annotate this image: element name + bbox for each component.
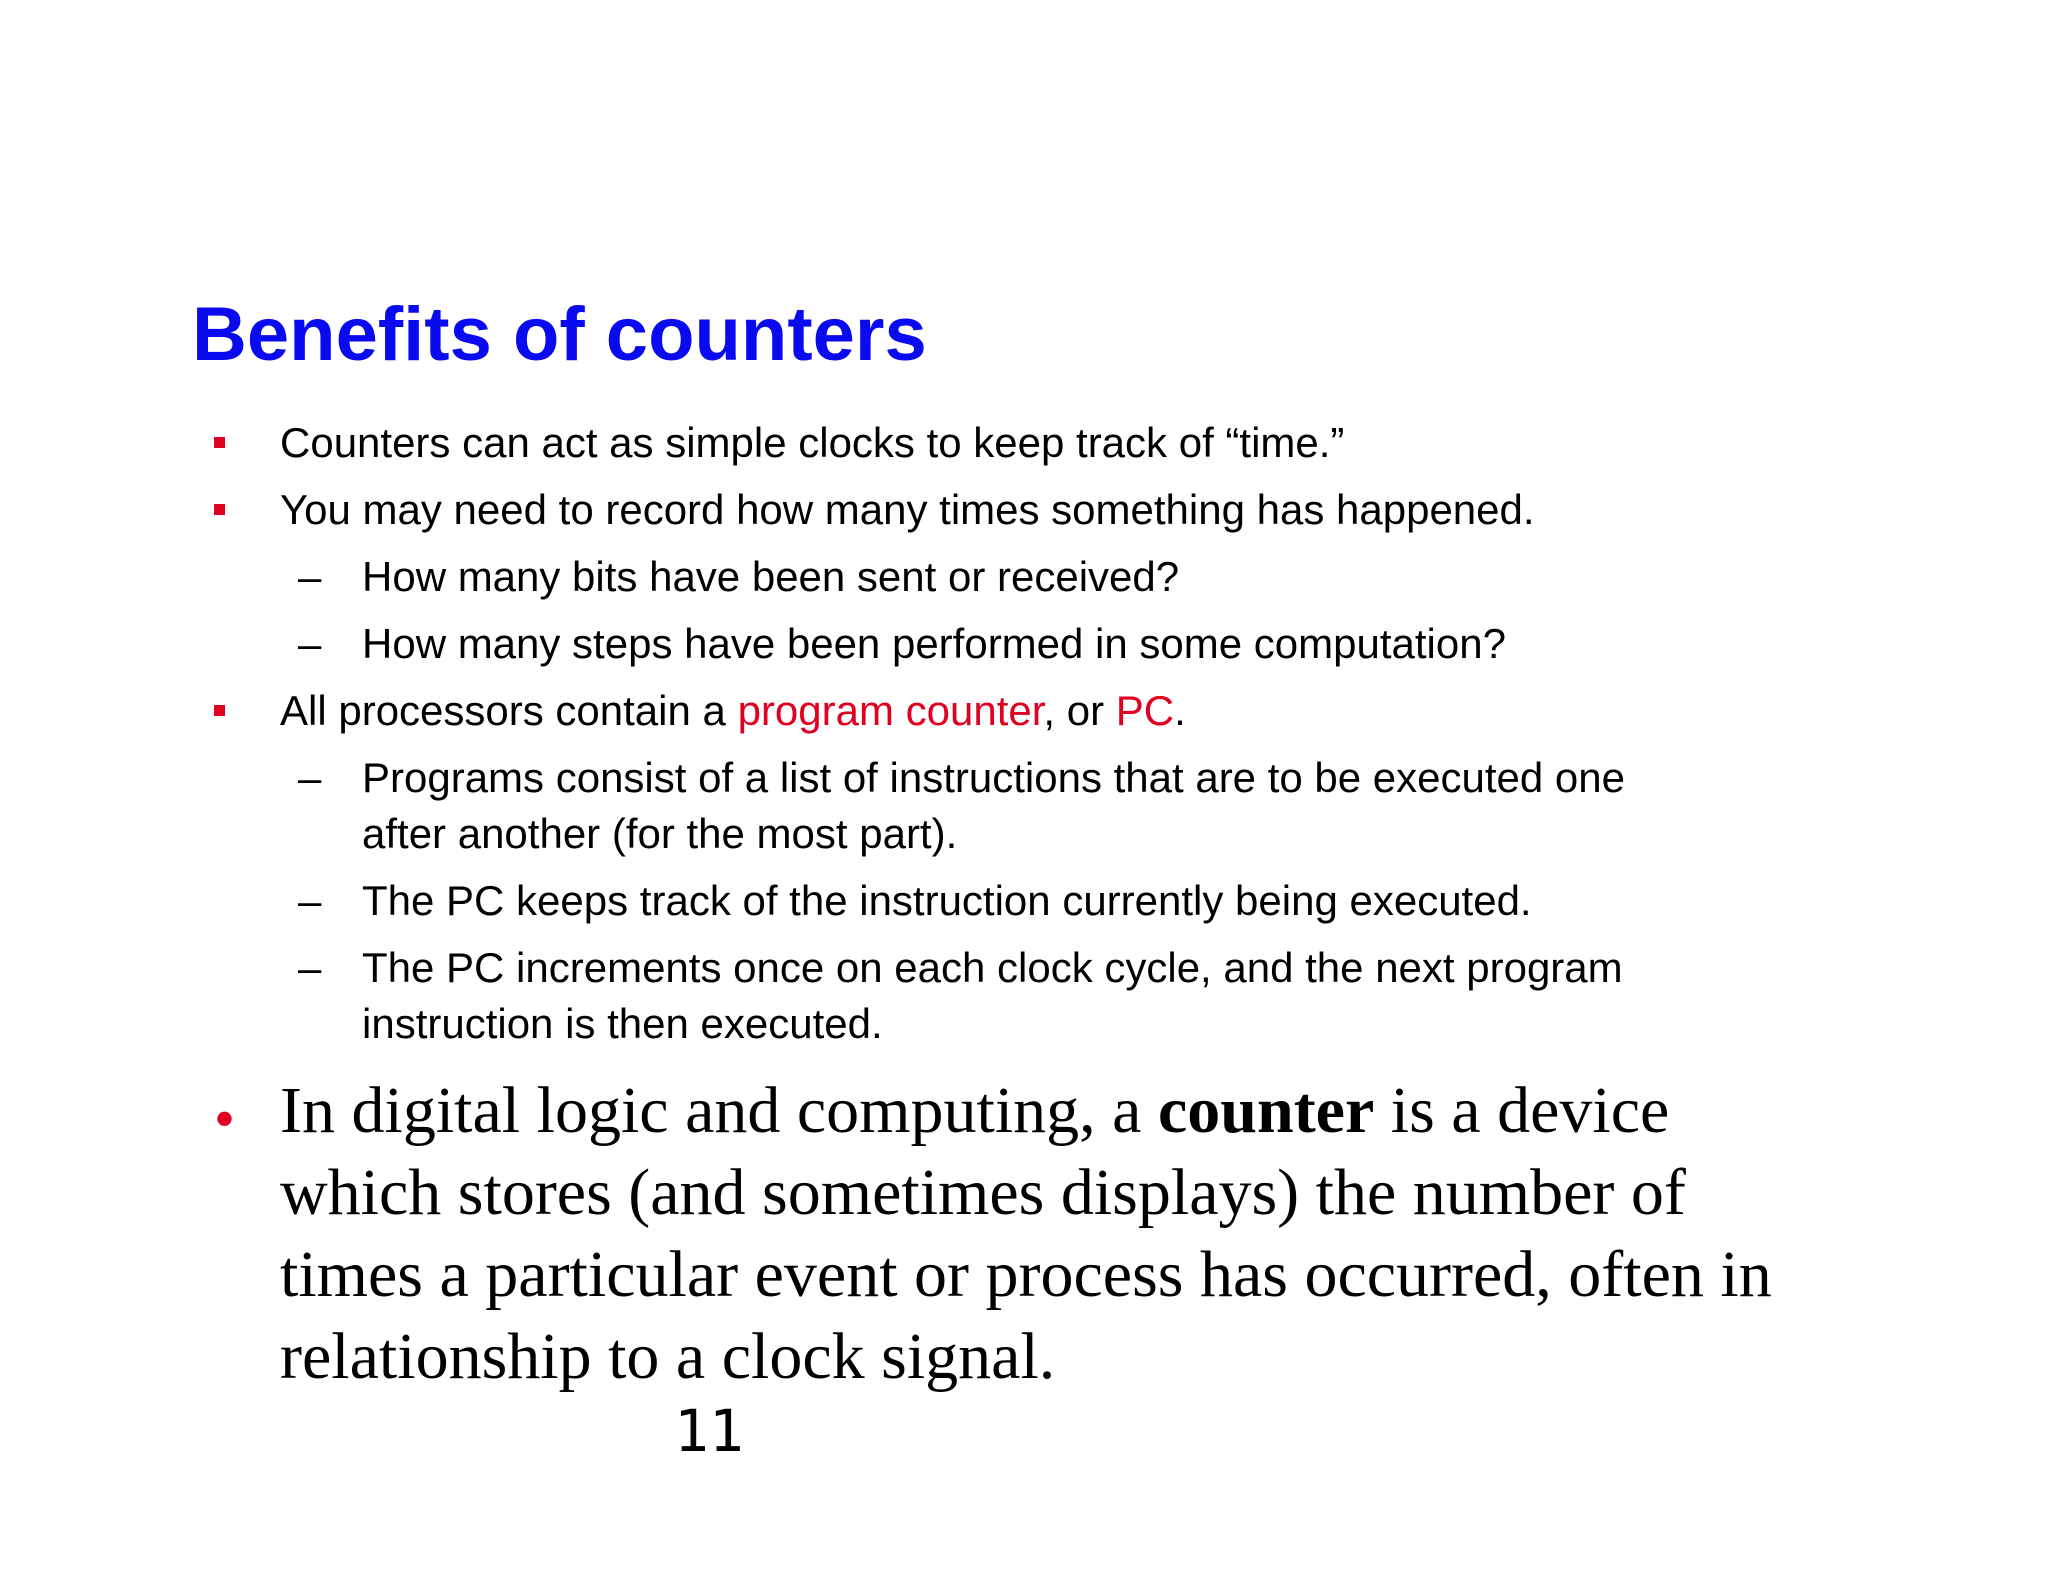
sub-item-pc-increments-line1: The PC increments once on each clock cycle, and the next program: [362, 944, 1623, 991]
square-bullet-icon: [214, 504, 225, 515]
sub-item-pc-track: The PC keeps track of the instruction currently being executed.: [362, 877, 1532, 924]
dash-bullet-icon: –: [298, 877, 322, 924]
sub-item-programs-line2: after another (for the most part).: [362, 810, 958, 857]
program-counter-term: program counter: [737, 687, 1044, 734]
round-bullet-icon: •: [214, 1086, 236, 1152]
counter-definition: [280, 1070, 1840, 1398]
processors-text-pre: All processors contain a: [280, 687, 738, 734]
square-bullet-icon: [214, 705, 225, 716]
dash-bullet-icon: –: [298, 944, 322, 991]
dash-bullet-icon: –: [298, 553, 322, 600]
sub-item-steps: How many steps have been performed in some computation?: [362, 620, 1506, 667]
slide-title: Benefits of counters: [192, 292, 927, 377]
definition-text-post: is a device which stores (and sometimes displays) the number of times a particular event or process has occurred, often in relationship to a clock signal.: [280, 1074, 1772, 1393]
sub-item-pc-increments-line2: instruction is then executed.: [362, 1000, 883, 1047]
processors-text-mid: , or: [1043, 687, 1116, 734]
definition-term: counter: [1157, 1074, 1375, 1147]
bullet-item-processors: [280, 683, 1186, 739]
dash-bullet-icon: –: [298, 620, 322, 667]
sub-item-programs-line1: Programs consist of a list of instructions that are to be executed one: [362, 754, 1625, 801]
sub-item-bits: How many bits have been sent or received?: [362, 553, 1180, 600]
processors-text-post: .: [1174, 687, 1186, 734]
pc-term: PC: [1115, 687, 1175, 734]
page-number: 11: [674, 1397, 744, 1465]
dash-bullet-icon: –: [298, 754, 322, 801]
bullet-item-record: You may need to record how many times something has happened.: [280, 486, 1535, 533]
square-bullet-icon: [214, 437, 225, 448]
definition-text-pre: In digital logic and computing, a: [280, 1074, 1158, 1147]
bullet-item-clocks: Counters can act as simple clocks to keep track of “time.”: [280, 419, 1345, 466]
